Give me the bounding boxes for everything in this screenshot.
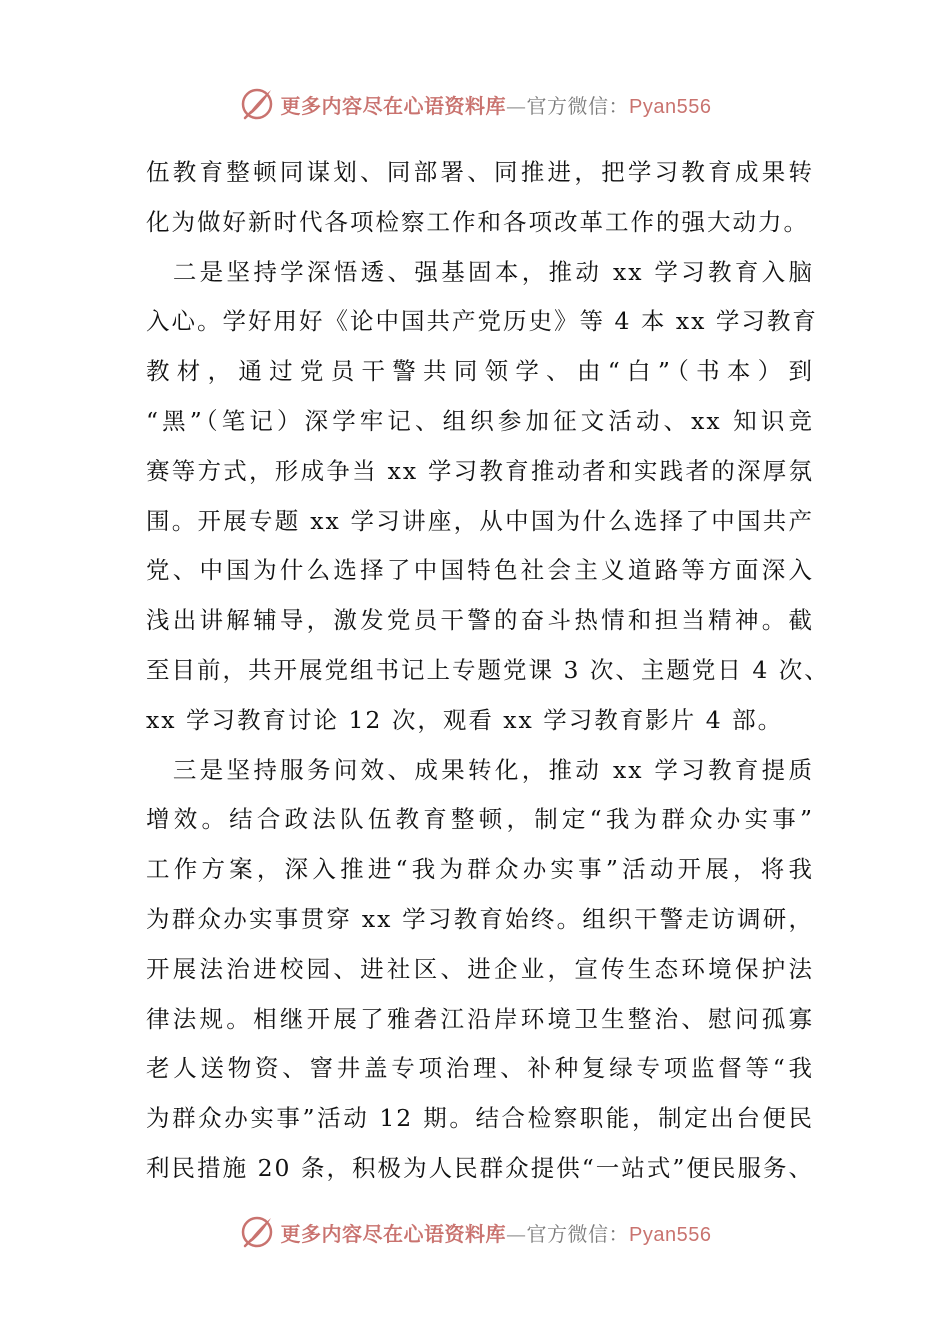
watermark-footer: [0, 1212, 950, 1252]
body-line: 三是坚持服务问效、成果转化，推动 xx 学习教育提质: [146, 755, 814, 784]
watermark-official-label: 官方微信：: [526, 1221, 630, 1246]
body-line: 增效。结合政法队伍教育整顿，制定“我为群众办实事”: [146, 805, 814, 834]
body-line: 为群众办实事”活动 12 期。结合检察职能，制定出台便民: [146, 1104, 814, 1133]
watermark-wechat-id: Pyan556: [629, 95, 712, 118]
watermark-brand: 更多内容尽在心语资料库: [280, 93, 507, 118]
body-line: 伍教育整顿同谋划、同部署、同推进，把学习教育成果转: [146, 158, 814, 186]
body-line: 律法规。相继开展了雅砻江沿岸环境卫生整治、慰问孤寡: [146, 1004, 814, 1033]
body-line: 入心。学好用好《论中国共产党历史》等 4 本 xx 学习教育: [146, 307, 818, 336]
body-line: 教材，通过党员干警共同领学、由“白”（书本）到: [146, 357, 814, 386]
body-line: 至目前，共开展党组书记上专题党课 3 次、主题党日 4 次、: [146, 655, 830, 684]
body-line: 利民措施 20 条，积极为人民群众提供“一站式”便民服务、: [146, 1153, 814, 1182]
watermark-wechat-id: Pyan556: [629, 1223, 712, 1246]
watermark-dash: —: [506, 1221, 527, 1246]
quill-logo-icon: [239, 86, 275, 122]
body-line: xx 学习教育讨论 12 次，观看 xx 学习教育影片 4 部。: [146, 705, 784, 734]
body-line: 浅出讲解辅导，激发党员干警的奋斗热情和担当精神。截: [146, 606, 814, 635]
watermark-official-label: 官方微信：: [526, 93, 630, 118]
document-body: [146, 148, 830, 1194]
quill-logo-icon: [239, 1214, 275, 1250]
watermark-header: [0, 84, 950, 124]
body-line: 党、中国为什么选择了中国特色社会主义道路等方面深入: [146, 556, 814, 585]
body-line: “黑”（笔记）深学牢记、组织参加征文活动、xx 知识竞: [146, 406, 814, 435]
body-line: 工作方案，深入推进“我为群众办实事”活动开展，将我: [146, 855, 814, 884]
body-line: 化为做好新时代各项检察工作和各项改革工作的强大动力。: [146, 207, 809, 236]
watermark-text: [281, 90, 712, 119]
body-line: 赛等方式，形成争当 xx 学习教育推动者和实践者的深厚氛: [146, 456, 814, 485]
body-line: 围。开展专题 xx 学习讲座，从中国为什么选择了中国共产: [146, 506, 814, 535]
body-line: 二是坚持学深悟透、强基固本，推动 xx 学习教育入脑: [146, 257, 814, 286]
body-line: 老人送物资、窨井盖专项治理、补种复绿专项监督等“我: [146, 1054, 814, 1083]
body-line: 开展法治进校园、进社区、进企业，宣传生态环境保护法: [146, 954, 814, 983]
body-line: 为群众办实事贯穿 xx 学习教育始终。组织干警走访调研，: [146, 904, 814, 933]
watermark-text: [281, 1218, 712, 1247]
watermark-dash: —: [506, 93, 527, 118]
watermark-brand: 更多内容尽在心语资料库: [280, 1221, 507, 1246]
